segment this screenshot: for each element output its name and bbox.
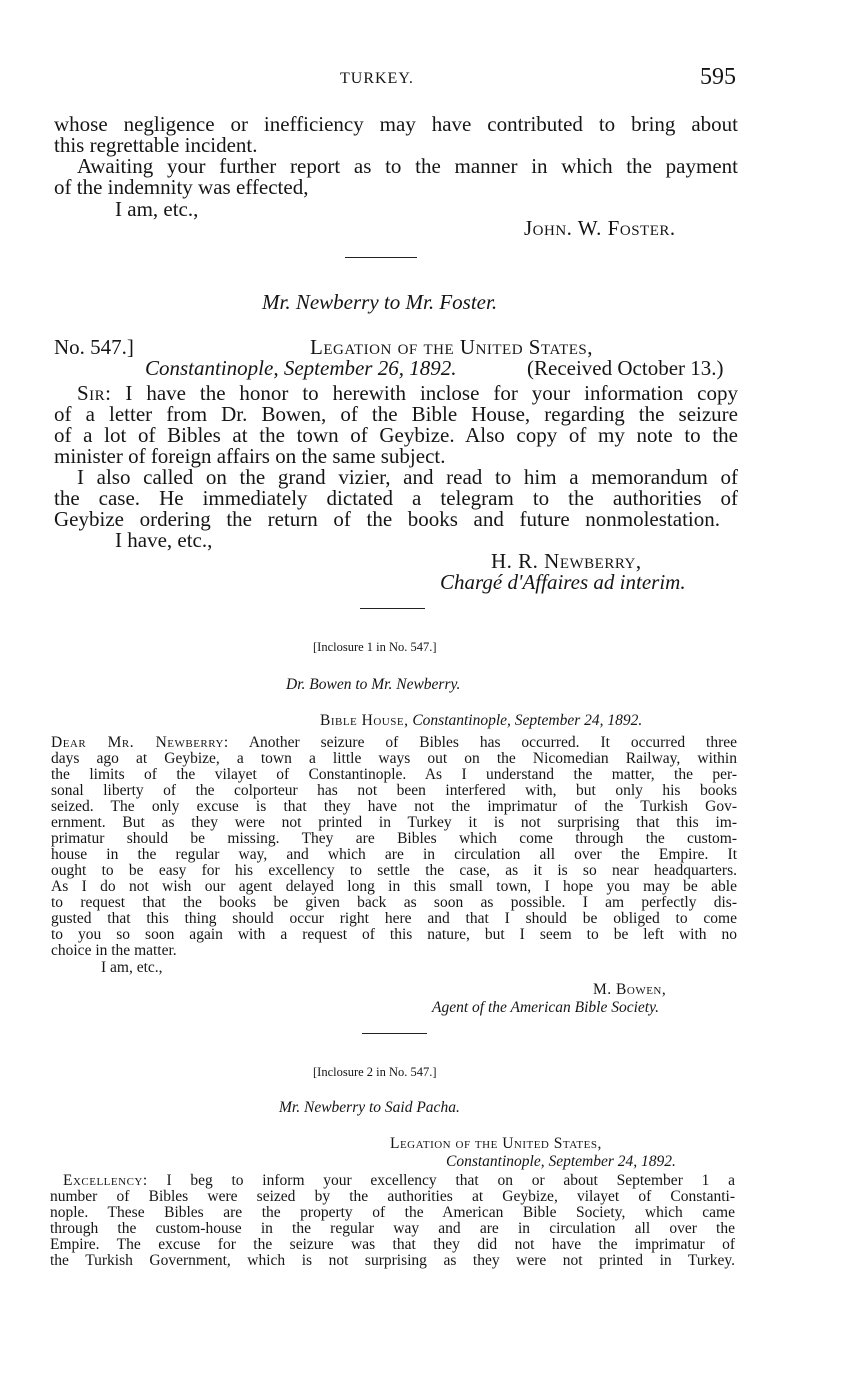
body-line: primatur should be missing. They are Bibles which come through the custom- <box>51 830 737 847</box>
dateline <box>320 713 642 729</box>
body-line: days ago at Geybize, a town a little ways out on the Nicomedian Railway, within <box>51 750 737 767</box>
legation-heading: Legation of the United States, <box>310 335 594 359</box>
body-line: gusted that this thing should occur right here and that I should be obliged to come <box>51 910 737 927</box>
body-line: the limits of the vilayet of Constantinople. As I understand the matter, the per- <box>51 766 737 783</box>
body-line: number of Bibles were seized by the authorities at Geybize, vilayet of Constanti- <box>50 1188 735 1205</box>
running-title: TURKEY. <box>340 70 414 87</box>
signature: M. Bowen, <box>593 981 667 998</box>
body-line: the case. He immediately dictated a telegram to the authorities of <box>54 486 738 510</box>
body-line: whose negligence or inefficiency may have contributed to bring about <box>54 112 738 136</box>
page-number: 595 <box>700 64 736 90</box>
body-line: Excellency: I beg to inform your excellency that on or about September 1 a <box>63 1172 735 1189</box>
body-line: I also called on the grand vizier, and read to him a memorandum of <box>77 465 738 489</box>
body-line: through the custom-house in the regular way and are in circulation all over the <box>50 1220 735 1237</box>
section-rule <box>360 608 425 609</box>
body-line: Sir: I have the honor to herewith inclose for your information copy <box>77 381 738 405</box>
signature-title: Chargé d'Affaires ad interim. <box>440 570 686 594</box>
salutation: Dear Mr. Newberry: <box>51 734 229 751</box>
letter-number: No. 547.] <box>54 335 134 359</box>
signature: John. W. Foster. <box>524 216 676 240</box>
body-line: sonal liberty of the colporteur has not been interfered with, but only his books <box>51 782 737 799</box>
body-line: this regrettable incident. <box>54 133 258 157</box>
received-date: (Received October 13.) <box>527 356 724 380</box>
body-line: Awaiting your further report as to the manner in which the payment <box>77 154 738 178</box>
letter-title: Mr. Newberry to Mr. Foster. <box>262 290 498 314</box>
body-line: seized. The only excuse is that they have not the imprimatur of the Turkish Gov- <box>51 798 737 815</box>
inclosure-label: [Inclosure 2 in No. 547.] <box>313 1065 437 1079</box>
closing: I have, etc., <box>115 528 213 552</box>
salutation: Sir: <box>77 381 112 405</box>
legation-heading: Legation of the United States, <box>390 1135 602 1152</box>
body-line: house in the regular way, and which are in circulation all over the Empire. It <box>51 846 737 863</box>
body-line: choice in the matter. <box>51 942 177 959</box>
signature-title: Agent of the American Bible Society. <box>432 999 659 1016</box>
dateline-place: Bible House, <box>320 712 409 729</box>
closing: I am, etc., <box>115 197 199 221</box>
salutation: Excellency: <box>63 1172 148 1189</box>
body-line: ought to be easy for his excellency to settle the case, as it is so near headquarters. <box>51 862 737 879</box>
body-line: minister of foreign affairs on the same subject. <box>54 444 446 468</box>
body-line: to request that the books be given back as soon as possible. I am perfectly dis- <box>51 894 737 911</box>
section-rule <box>345 257 417 258</box>
place-date: Constantinople, September 26, 1892. <box>145 356 457 380</box>
body-line: As I do not wish our agent delayed long in this small town, I hope you may be able <box>51 878 737 895</box>
body-line: nople. These Bibles are the property of the American Bible Society, which came <box>50 1204 735 1221</box>
dateline-date: Constantinople, September 24, 1892. <box>412 712 643 729</box>
letter-title: Mr. Newberry to Said Pacha. <box>279 1099 460 1116</box>
body-line: of a letter from Dr. Bowen, of the Bible House, regarding the seizure <box>54 402 738 426</box>
body-line: to you so soon again with a request of this nature, but I seem to be left with no <box>51 926 737 943</box>
body-line: Dear Mr. Newberry: Another seizure of Bibles has occurred. It occurred three <box>51 734 737 751</box>
body-line: ernment. But as they were not printed in Turkey it is not surprising that this im- <box>51 814 737 831</box>
closing: I am, etc., <box>101 959 163 976</box>
letter-title: Dr. Bowen to Mr. Newberry. <box>286 676 461 693</box>
section-rule <box>362 1033 427 1034</box>
body-line: Empire. The excuse for the seizure was that they did not have the imprimatur of <box>50 1236 735 1253</box>
body-line: the Turkish Government, which is not surprising as they were not printed in Turkey. <box>50 1252 735 1269</box>
body-line: of the indemnity was effected, <box>54 175 309 199</box>
place-date: Constantinople, September 24, 1892. <box>446 1153 676 1170</box>
signature: H. R. Newberry, <box>491 549 642 573</box>
body-line: Geybize ordering the return of the books and future nonmolestation. <box>54 507 720 531</box>
inclosure-label: [Inclosure 1 in No. 547.] <box>313 640 437 654</box>
body-line: of a lot of Bibles at the town of Geybize. Also copy of my note to the <box>54 423 738 447</box>
